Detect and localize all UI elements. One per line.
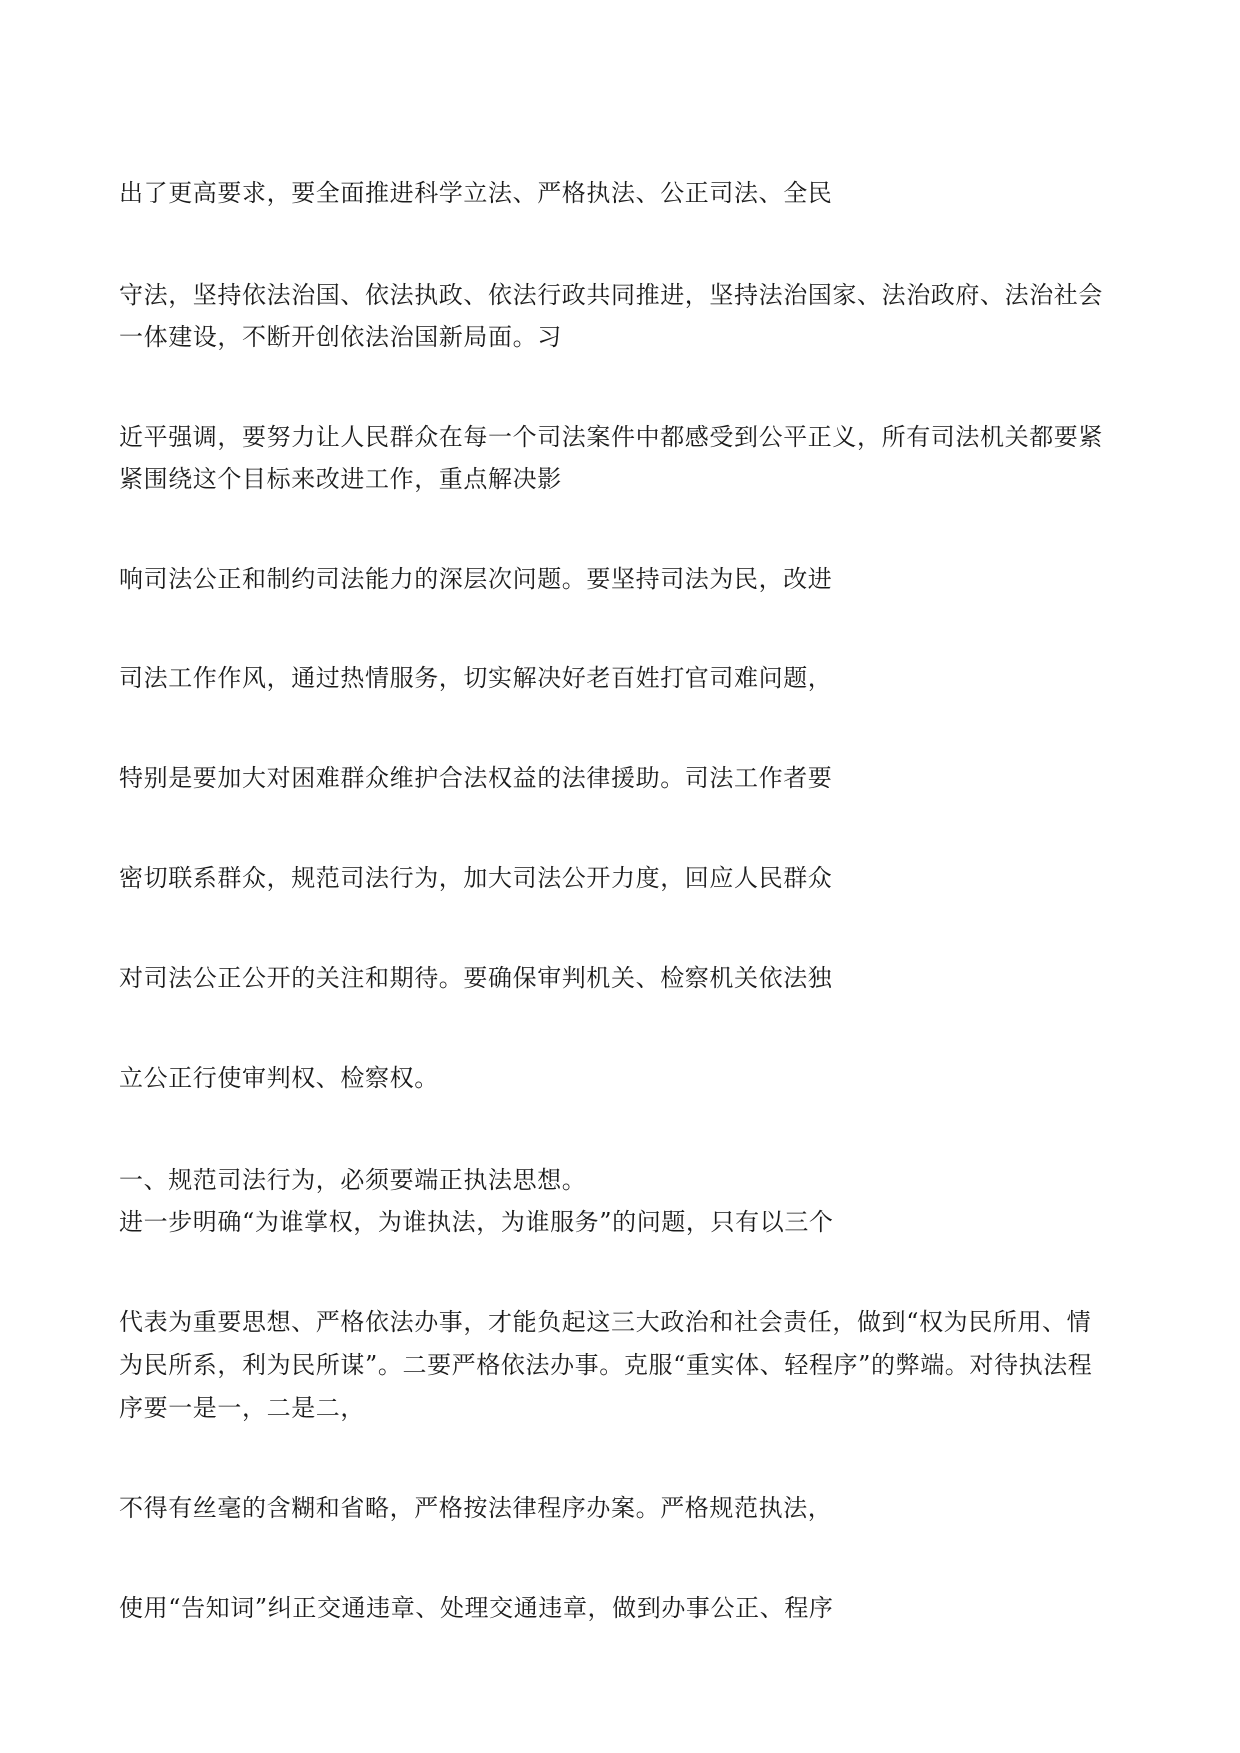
paragraph-line: 对司法公正公开的关注和期待。要确保审判机关、检察机关依法独 bbox=[119, 964, 833, 992]
paragraph-line: 为民所系，利为民所谋”。二要严格依法办事。克服“重实体、轻程序”的弊端。对待执法程 bbox=[119, 1351, 1093, 1379]
paragraph-line: 立公正行使审判权、检察权。 bbox=[119, 1064, 439, 1092]
paragraph-line: 司法工作作风，通过热情服务，切实解决好老百姓打官司难问题， bbox=[119, 664, 833, 692]
paragraph-line: 使用“告知词”纠正交通违章、处理交通违章，做到办事公正、程序 bbox=[119, 1594, 834, 1622]
paragraph-line: 一体建设，不断开创依法治国新局面。习 bbox=[119, 323, 562, 351]
paragraph-line: 代表为重要思想、严格依法办事，才能负起这三大政治和社会责任，做到“权为民所用、情 bbox=[119, 1308, 1092, 1336]
paragraph-line: 紧围绕这个目标来改进工作，重点解决影 bbox=[119, 465, 562, 493]
paragraph-line: 响司法公正和制约司法能力的深层次问题。要坚持司法为民，改进 bbox=[119, 565, 833, 593]
paragraph-line: 序要一是一，二是二， bbox=[119, 1394, 365, 1422]
paragraph-line: 守法，坚持依法治国、依法执政、依法行政共同推进，坚持法治国家、法治政府、法治社会 bbox=[119, 281, 1103, 309]
paragraph-line: 近平强调，要努力让人民群众在每一个司法案件中都感受到公平正义，所有司法机关都要紧 bbox=[119, 423, 1103, 451]
paragraph-line: 出了更高要求，要全面推进科学立法、严格执法、公正司法、全民 bbox=[119, 179, 833, 207]
paragraph-line: 进一步明确“为谁掌权，为谁执法，为谁服务”的问题，只有以三个 bbox=[119, 1208, 834, 1236]
section-heading: 一、规范司法行为，必须要端正执法思想。 bbox=[119, 1166, 587, 1194]
paragraph-line: 不得有丝毫的含糊和省略，严格按法律程序办案。严格规范执法， bbox=[119, 1494, 833, 1522]
paragraph-line: 特别是要加大对困难群众维护合法权益的法律援助。司法工作者要 bbox=[119, 764, 833, 792]
paragraph-line: 密切联系群众，规范司法行为，加大司法公开力度，回应人民群众 bbox=[119, 864, 833, 892]
